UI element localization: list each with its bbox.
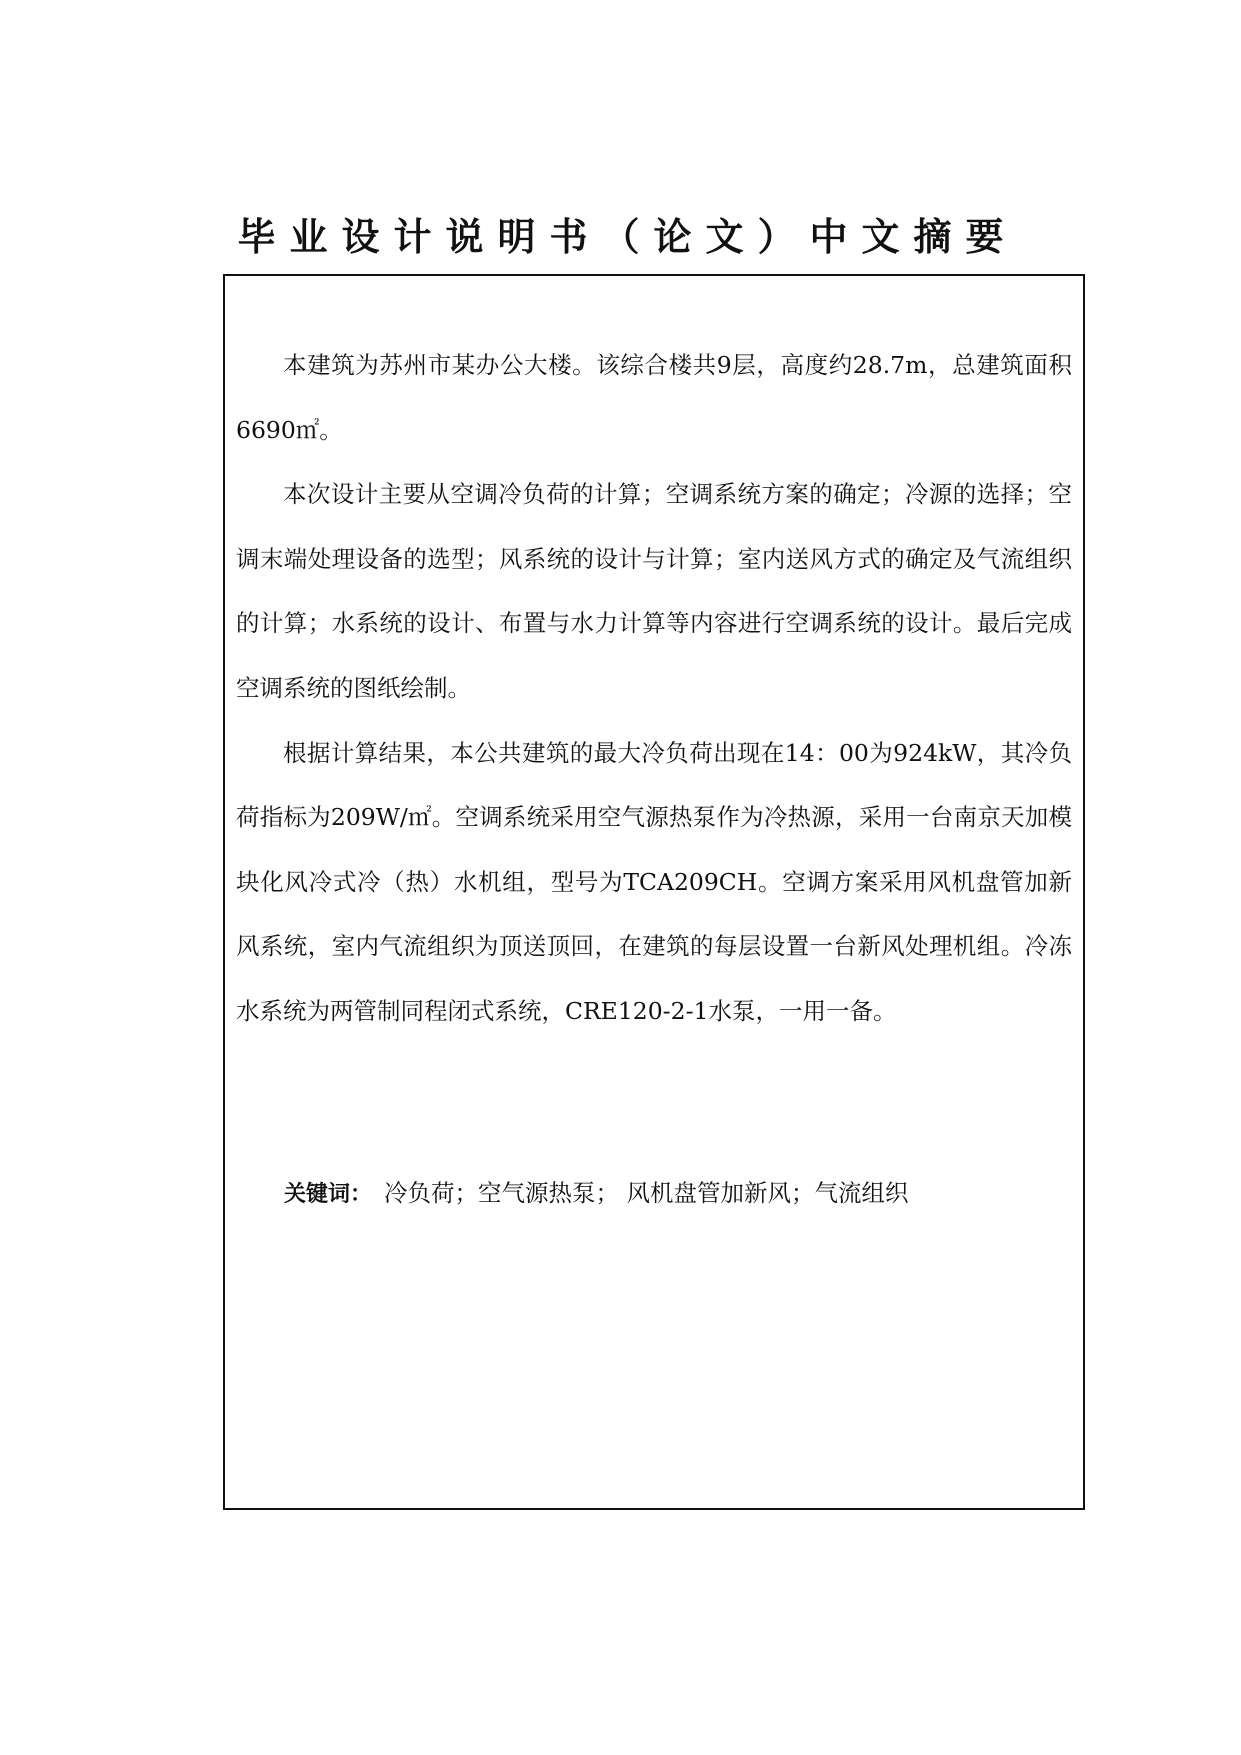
keywords-label: 关键词： [284,1182,373,1207]
abstract-paragraph-2: 本次设计主要从空调冷负荷的计算；空调系统方案的确定；冷源的选择；空调末端处理设备的选型；风系统的设计与计算；室内送风方式的确定及气流组织的计算；水系统的设计、布置与水力计算等内容进行空调系统的设计。最后完成空调系统的图纸绘制。 [236,480,1072,702]
page-title: 毕业设计说明书（论文）中文摘要 [237,215,1018,259]
keywords-line [284,1177,1064,1211]
keywords-value: 冷负荷；空气源热泵； 风机盘管加新风；气流组织 [384,1179,909,1207]
abstract-paragraph-1: 本建筑为苏州市某办公大楼。该综合楼共9层，高度约28.7m，总建筑面积6690㎡。 [236,351,1072,444]
abstract-paragraph-3: 根据计算结果，本公共建筑的最大冷负荷出现在14：00为924kW，其冷负荷指标为209W/㎡。空调系统采用空气源热泵作为冷热源，采用一台南京天加模块化风冷式冷（热）水机组，型号为TCA209CH。空调方案采用风机盘管加新风系统，室内气流组织为顶送顶回，在建筑的每层设置一台新风处理机组。冷冻水系统为两管制同程闭式系统，CRE120-2-1水泵，一用一备。 [236,738,1072,1025]
abstract-body [236,333,1072,1044]
